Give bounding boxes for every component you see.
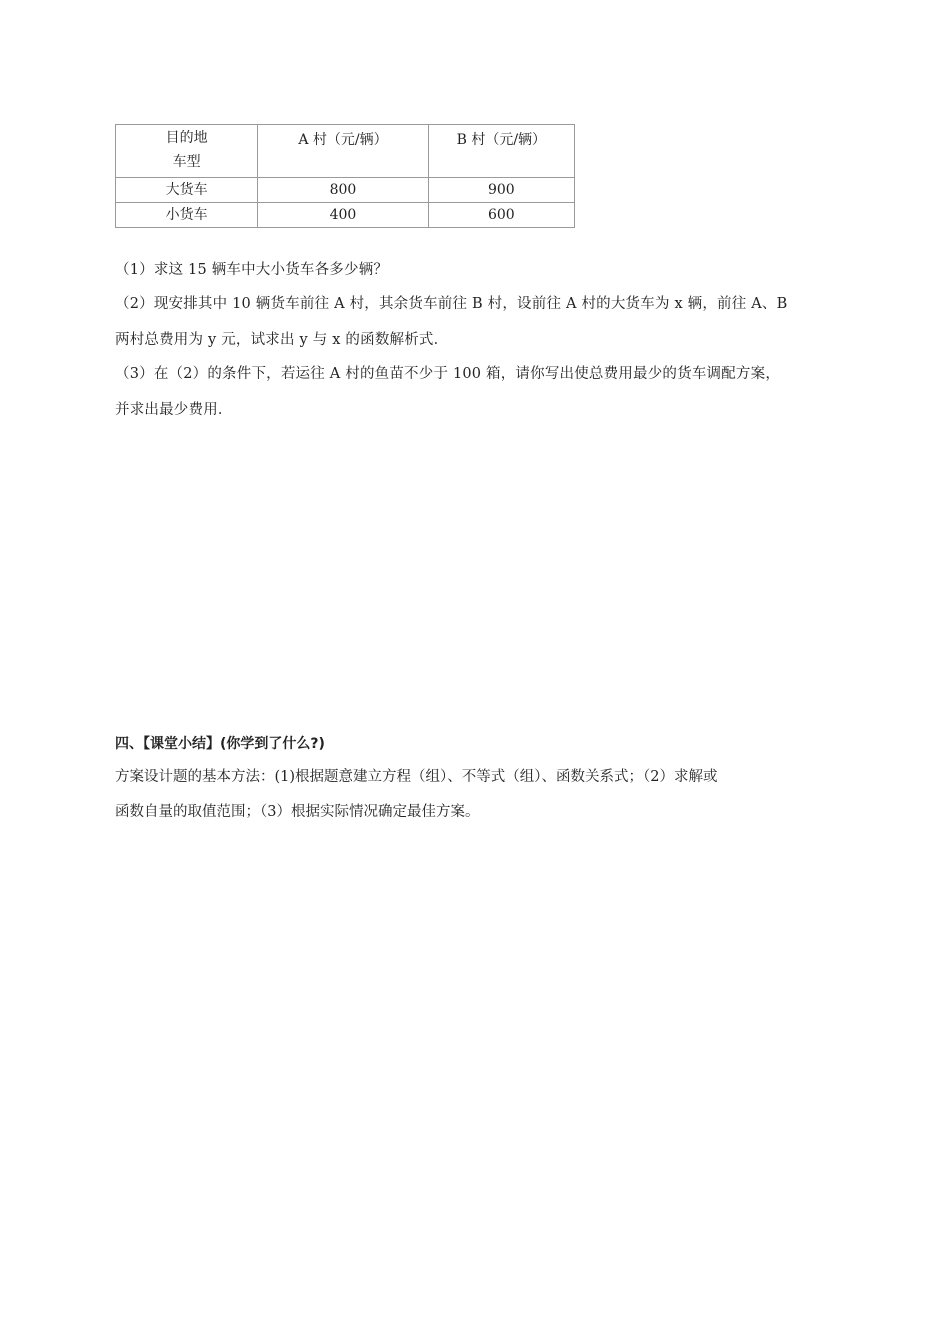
table-corner-cell [116,125,258,178]
question-2-line-2: 两村总费用为 y 元，试求出 y 与 x 的函数解析式． [115,332,449,348]
corner-destination-label: 目的地 [165,130,208,146]
row-fee-a: 400 [258,203,428,228]
question-3-line-1: （3）在（2）的条件下，若运往 A 村的鱼苗不少于 100 箱，请你写出使总费用最少的货车调配方案， [115,366,781,382]
table-row [116,203,575,228]
corner-vehicle-type-label: 车型 [172,154,201,170]
row-fee-a: 800 [258,178,428,203]
row-vehicle-type: 小货车 [116,203,258,228]
section-title-summary: 四、【课堂小结】(你学到了什么?) [115,736,325,752]
summary-line-2: 函数自量的取值范围；（3）根据实际情况确定最佳方案。 [115,804,480,820]
column-header-village-b: B 村（元/辆） [428,125,574,178]
column-header-village-a: A 村（元/辆） [258,125,428,178]
table-header-row [116,125,575,178]
row-fee-b: 600 [428,203,574,228]
question-1: （1）求这 15 辆车中大小货车各多少辆？ [115,262,389,278]
question-2-line-1: （2）现安排其中 10 辆货车前往 A 村，其余货车前往 B 村，设前往 A 村的大货车为 x 辆，前往 A、B [115,296,788,312]
row-fee-b: 900 [428,178,574,203]
fee-table [115,124,575,228]
table-row [116,178,575,203]
question-3-line-2: 并求出最少费用． [115,402,233,418]
summary-line-1: 方案设计题的基本方法：(1)根据题意建立方程（组）、不等式（组）、函数关系式；（2）求解或 [115,769,718,785]
row-vehicle-type: 大货车 [116,178,258,203]
